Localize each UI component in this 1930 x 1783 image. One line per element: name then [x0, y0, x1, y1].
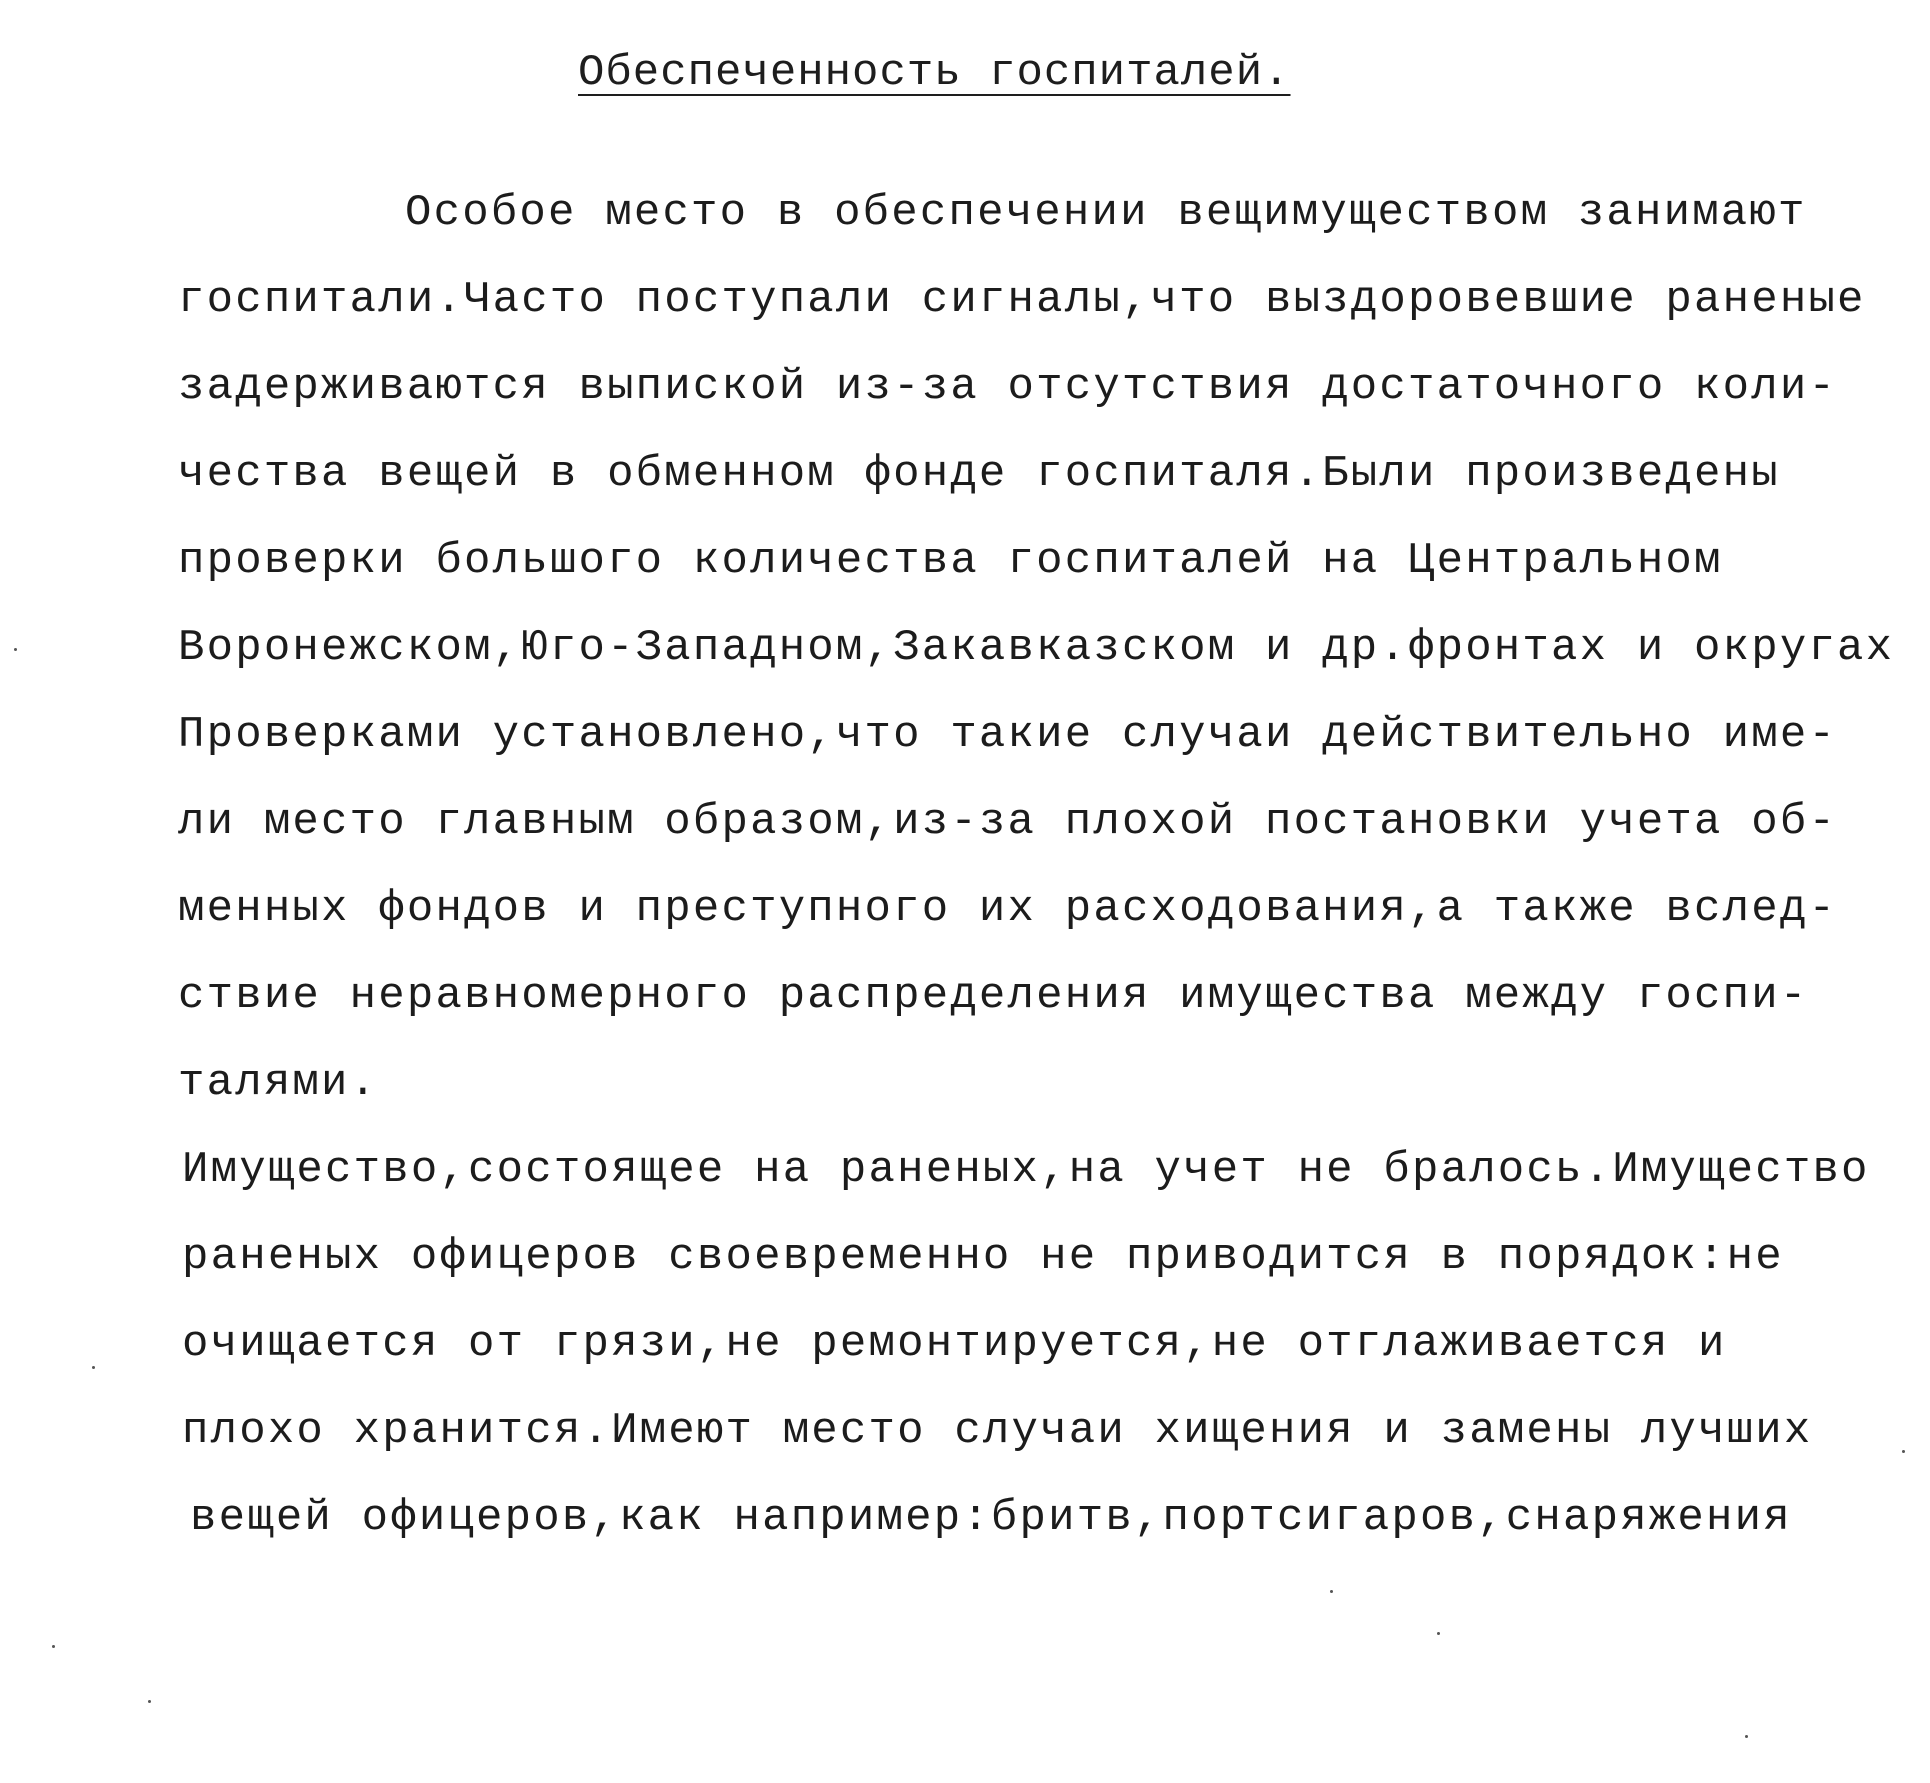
text-line-12: Имущество,состоящее на раненых,на учет не бралось.Имущество: [182, 1145, 1870, 1195]
text-line-9: менных фондов и преступного их расходования,а также вслед-: [178, 884, 1838, 934]
text-line-7: Проверками установлено,что такие случаи действительно име-: [178, 710, 1838, 760]
text-line-6: Воронежском,Юго-Западном,Закавказском и др.фронтах и округах: [178, 623, 1895, 673]
text-line-3: задерживаются выпиской из-за отсутствия достаточного коли-: [178, 362, 1838, 412]
paper-speck: [52, 1645, 55, 1648]
paper-speck: [1437, 1632, 1440, 1635]
paper-speck: [1745, 1735, 1748, 1738]
text-line-2: госпитали.Часто поступали сигналы,что выздоровевшие раненые: [178, 275, 1866, 325]
text-line-8: ли место главным образом,из-за плохой постановки учета об-: [178, 797, 1838, 847]
paper-speck: [1330, 1590, 1333, 1593]
text-line-16: вещей офицеров,как например:бритв,портсигаров,снаряжения: [190, 1493, 1792, 1543]
text-line-5: проверки большого количества госпиталей на Центральном: [178, 536, 1723, 586]
paper-speck: [92, 1366, 95, 1369]
text-line-1: Особое место в обеспечении вещимуществом занимают: [405, 188, 1807, 238]
text-line-4: чества вещей в обменном фонде госпиталя.Были произведены: [178, 449, 1780, 499]
document-title: Обеспеченность госпиталей.: [578, 48, 1291, 98]
text-line-15: плохо хранится.Имеют место случаи хищения и замены лучших: [182, 1406, 1813, 1456]
paper-speck: [148, 1700, 151, 1703]
paper-speck: [1902, 1450, 1905, 1453]
paper-speck: [14, 648, 17, 651]
text-line-11: талями.: [178, 1058, 379, 1108]
text-line-14: очищается от грязи,не ремонтируется,не отглаживается и: [182, 1319, 1727, 1369]
text-line-13: раненых офицеров своевременно не приводится в порядок:не: [182, 1232, 1784, 1282]
text-line-10: ствие неравномерного распределения имущества между госпи-: [178, 971, 1809, 1021]
